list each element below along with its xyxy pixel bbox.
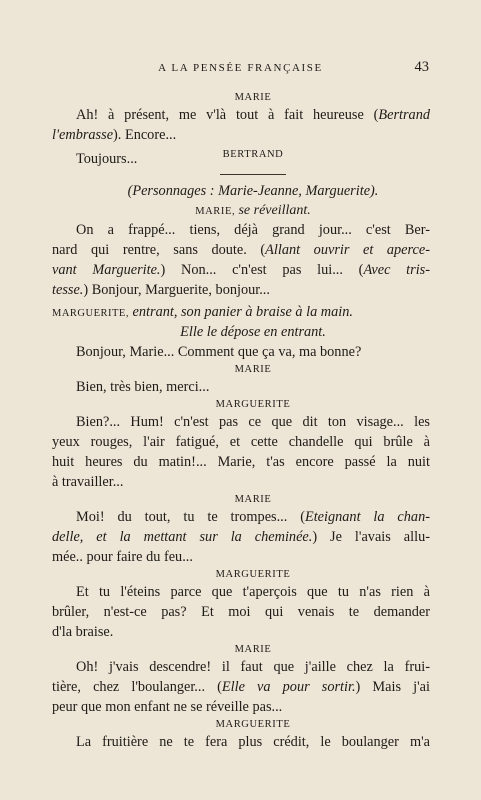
- stage-direction: Allant ouvrir et aperce-: [265, 242, 431, 258]
- dialogue-line: yeux rouges, l'air fatigué, et cette chandelle qui brûle à: [52, 434, 430, 450]
- text-span: ) Mais j'ai: [355, 679, 430, 695]
- text-span: ) Bonjour, Marguerite, bonjour...: [83, 282, 270, 298]
- text-span: ) Non... c'n'est pas lui... (: [160, 262, 364, 278]
- stage-direction: l'embrasse: [52, 127, 114, 143]
- speaker-name: MARGUERITE,: [52, 308, 129, 319]
- stage-direction: entrant, son panier à braise à la main.: [132, 304, 353, 320]
- stage-direction: Elle va pour sortir.: [221, 679, 356, 695]
- text-span: ) Je l'avais allu-: [312, 529, 430, 545]
- page-number: 43: [414, 59, 429, 75]
- speaker-name: MARIE: [234, 364, 272, 375]
- stage-direction: delle, et la mettant sur la cheminée.: [52, 529, 313, 545]
- dialogue-line: On a frappé... tiens, déjà grand jour... c'est Ber-: [76, 222, 430, 238]
- dialogue-line: [52, 260, 430, 280]
- stage-direction: tesse.: [52, 282, 84, 298]
- dialogue-line: [76, 105, 430, 125]
- text-span: ). Encore...: [113, 127, 177, 143]
- text-span: Ah! à présent, me v'là tout à fait heureuse (: [76, 107, 379, 123]
- dialogue-line: mée.. pour faire du feu...: [52, 549, 193, 565]
- speaker-name: MARIE: [234, 92, 272, 103]
- stage-direction: Eteignant la chan-: [304, 509, 430, 525]
- dialogue-line: Et tu l'éteins parce que t'aperçois que tu n'as rien à: [76, 584, 430, 600]
- dialogue-line: [52, 125, 430, 145]
- dialogue-line: [52, 677, 430, 697]
- dialogue-line: [52, 240, 430, 260]
- stage-direction: Avec tris-: [363, 262, 430, 278]
- dialogue-line: Toujours...: [76, 151, 138, 167]
- stage-direction: Bertrand: [378, 107, 430, 123]
- page-body: [52, 90, 431, 752]
- text-span: tière, chez l'boulanger... (: [52, 679, 222, 695]
- dialogue-line: Oh! j'vais descendre! il faut que j'aille chez la frui-: [76, 659, 430, 675]
- dialogue-line: [52, 280, 430, 300]
- dialogue-line: [76, 507, 430, 527]
- dialogue-line: Bien, très bien, merci...: [76, 379, 210, 395]
- speaker-name: MARGUERITE: [215, 719, 291, 730]
- speaker-name: MARIE: [234, 494, 272, 505]
- page-header: [0, 59, 481, 79]
- speaker-line: [52, 302, 430, 324]
- section-rule: [220, 174, 286, 175]
- stage-direction: Elle le dépose en entrant.: [180, 324, 326, 340]
- dialogue-line: Bonjour, Marie... Comment que ça va, ma bonne?: [76, 344, 362, 360]
- dialogue-line: [52, 527, 430, 547]
- dialogue-line: La fruitière ne te fera plus crédit, le boulanger m'a: [76, 734, 430, 750]
- scene-heading: (Personnages : Marie-Jeanne, Marguerite).: [127, 183, 379, 199]
- dialogue-line: d'la braise.: [52, 624, 114, 640]
- dialogue-line: peur que mon enfant ne se réveille pas...: [52, 699, 283, 715]
- speaker-name: MARIE: [234, 644, 272, 655]
- dialogue-line: Bien?... Hum! c'n'est pas ce que dit ton visage... les: [76, 414, 430, 430]
- speaker-name: MARGUERITE: [215, 569, 291, 580]
- dialogue-line: à travailler...: [52, 474, 124, 490]
- speaker-line: [76, 201, 430, 220]
- speaker-name: MARIE,: [195, 206, 236, 217]
- dialogue-line: brûler, n'est-ce pas? Et moi qui venais te demander: [52, 604, 430, 620]
- stage-direction: se réveillant.: [238, 203, 311, 218]
- text-span: nard qui rentre, sans doute. (: [52, 242, 266, 258]
- stage-direction: vant Marguerite.: [52, 262, 161, 278]
- speaker-name: BERTRAND: [222, 149, 284, 160]
- speaker-name: MARGUERITE: [215, 399, 291, 410]
- text-span: Moi! du tout, tu te trompes... (: [76, 509, 305, 525]
- dialogue-line: huit heures du matin!... Marie, t'as encore passé la nuit: [52, 454, 430, 470]
- running-title: A LA PENSÉE FRANÇAISE: [158, 62, 323, 74]
